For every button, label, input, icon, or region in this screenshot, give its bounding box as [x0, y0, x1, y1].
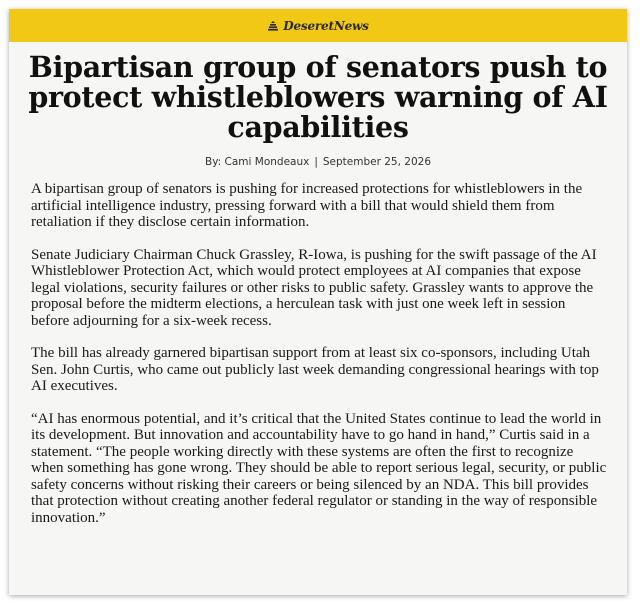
masthead [9, 9, 627, 42]
article-headline: Bipartisan group of senators push to protect whistleblowers warning of AI capabilities [28, 50, 608, 144]
author-name[interactable]: By: Cami Mondeaux [204, 156, 310, 168]
paragraph: “AI has enormous potential, and it’s critical that the United States continue to lead the world in its development. But innovation and accountability have to go hand in hand,” Curtis said in a statement. “The people working directly with these systems are often the first to recognize when something has gone wrong. They should be able to report serious legal, security, or public safety concerns without risking their careers or being silenced by an NDA. This bill provides that protection without creating another federal regulator or standing in the way of responsible innovation.” [31, 410, 607, 526]
paragraph: Senate Judiciary Chairman Chuck Grassley, R-Iowa, is pushing for the swift passage of the AI Whistleblower Protection Act, which would protect employees at AI companies that expose legal violations, security failures or other risks to public safety. Grassley wants to approve the proposal before the midterm elections, a herculean task with just one week left in session before adjourning for a six-week recess. [31, 246, 597, 329]
publish-date: September 25, 2026 [322, 156, 432, 168]
paragraph: A bipartisan group of senators is pushing for increased protections for whistleblowers in the artificial intelligence industry, pressing forward with a bill that would shield them from retaliation if they disclose certain information. [31, 181, 583, 230]
brand-logo-text[interactable]: DeseretNews [283, 18, 369, 33]
paragraph: The bill has already garnered bipartisan support from at least six co-sponsors, including Utah Sen. John Curtis, who came out publicly last week demanding congressional hearings with top AI executives. [31, 345, 599, 394]
byline [9, 156, 627, 168]
article-body [31, 181, 607, 526]
byline-separator: | [314, 156, 318, 168]
beehive-icon [267, 20, 279, 32]
article-card [9, 9, 627, 595]
